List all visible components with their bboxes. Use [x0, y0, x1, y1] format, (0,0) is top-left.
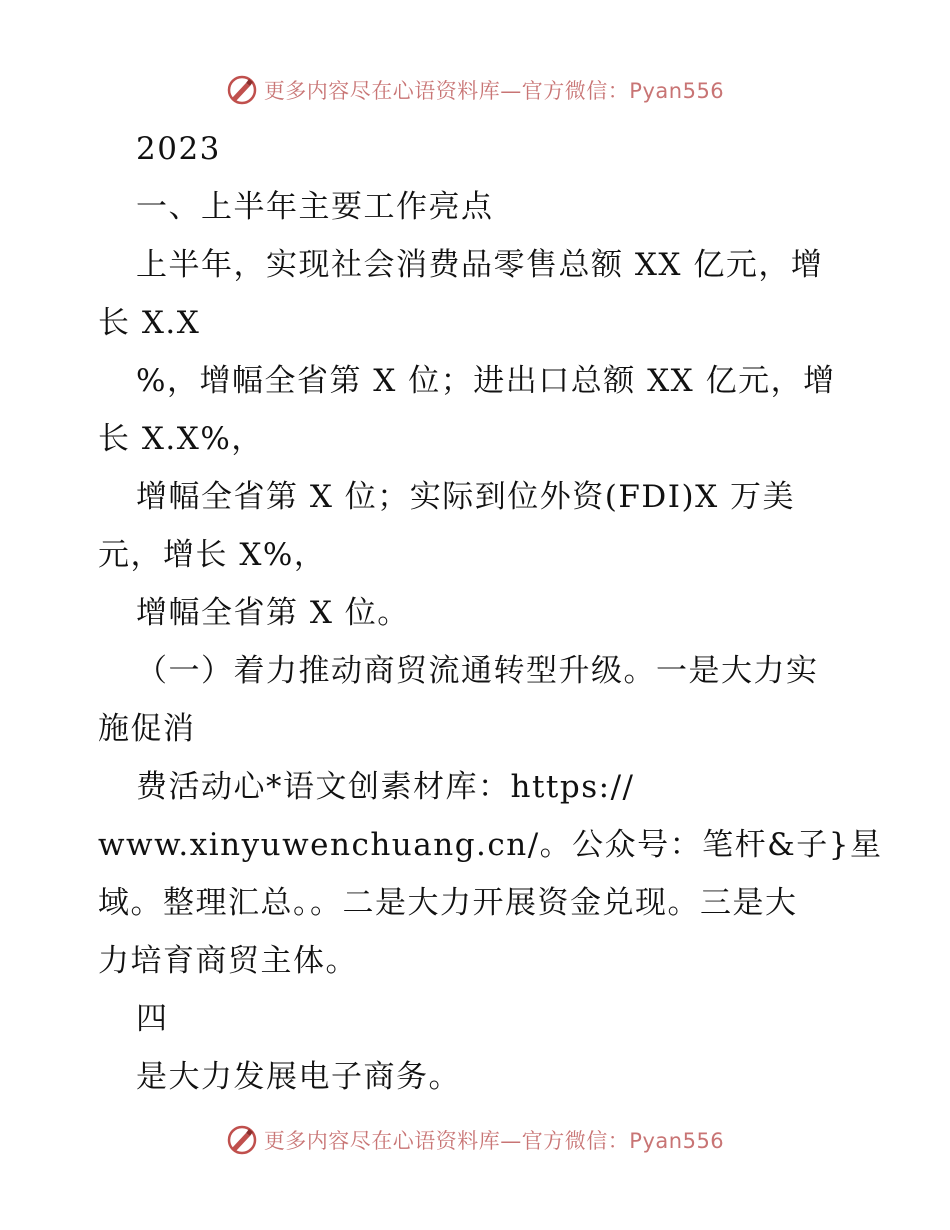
text-line: 长 X.X%，: [98, 421, 264, 457]
text-line: 域。整理汇总。。二是大力开展资金兑现。三是大: [98, 885, 798, 921]
text-line: www.xinyuwenchuang.cn/。公众号：笔杆&子}星: [98, 827, 883, 863]
page-header-banner: [0, 72, 950, 108]
text-line: %，增幅全省第 X 位；进出口总额 XX 亿元，增: [136, 363, 836, 399]
text-line: 元，增长 X%，: [98, 537, 327, 573]
text-line: 施促消: [98, 711, 196, 747]
subsection-heading: （一）着力推动商贸流通转型升级。一是大力实: [136, 653, 819, 689]
text-line: 力培育商贸主体。: [98, 943, 358, 979]
pen-logo-icon: [226, 1124, 258, 1156]
banner-text: 更多内容尽在心语资料库—官方微信：Pyan556: [263, 1129, 725, 1153]
section-heading: 一、上半年主要工作亮点: [136, 189, 494, 225]
banner-text: 更多内容尽在心语资料库—官方微信：Pyan556: [263, 79, 725, 103]
text-line: 四: [136, 1001, 169, 1037]
text-line: 增幅全省第 X 位。: [136, 595, 410, 631]
page-footer-banner: [0, 1122, 950, 1158]
text-line: 是大力发展电子商务。: [136, 1059, 461, 1095]
document-body: [98, 120, 883, 1106]
text-line: 上半年，实现社会消费品零售总额 XX 亿元，增: [136, 247, 824, 283]
text-line: 2023: [136, 131, 221, 167]
text-line: 增幅全省第 X 位；实际到位外资(FDI)X 万美: [136, 479, 795, 515]
text-line: 长 X.X: [98, 305, 201, 341]
text-line: 费活动心*语文创素材库：https://: [136, 769, 635, 805]
pen-logo-icon: [226, 74, 258, 106]
